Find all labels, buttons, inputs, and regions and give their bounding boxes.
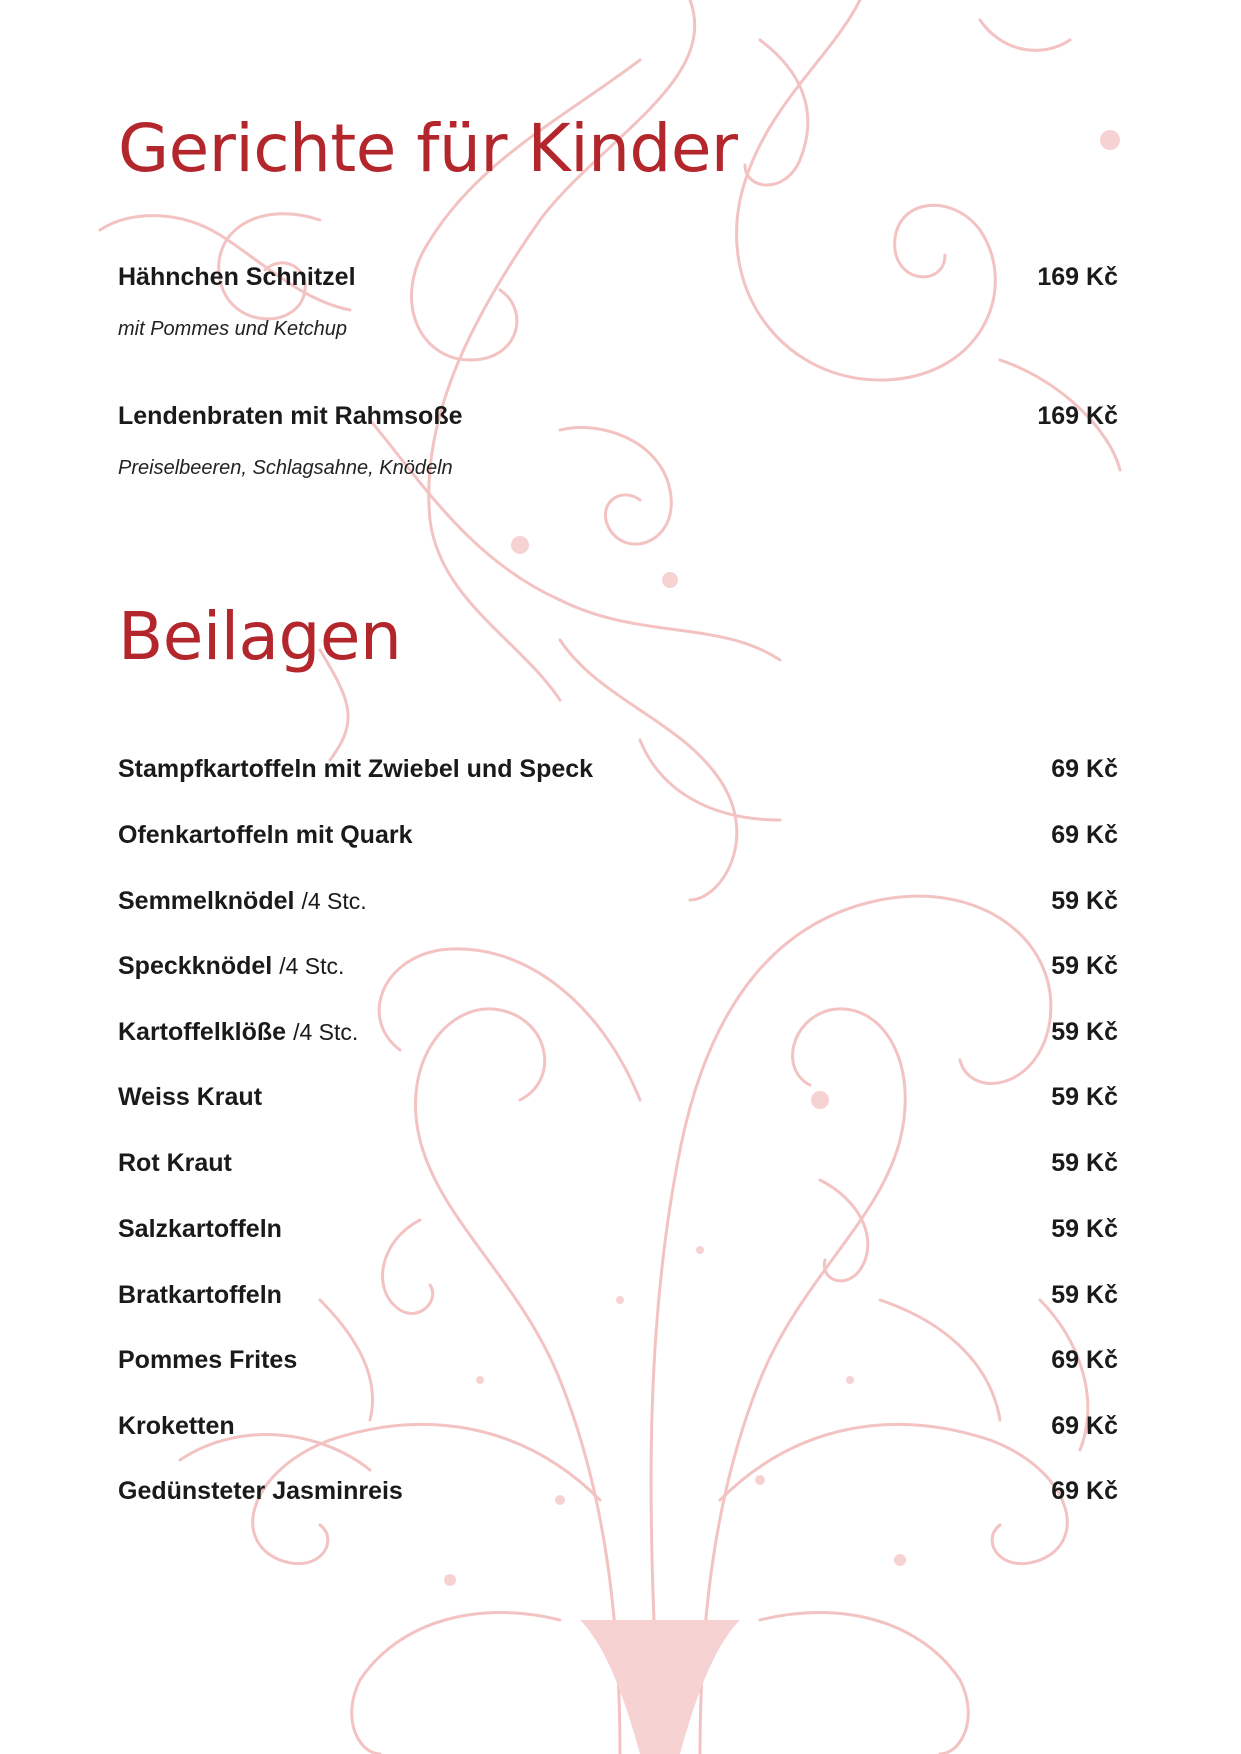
item-name: Weiss Kraut <box>118 1083 263 1111</box>
item-name: Bratkartoffeln <box>118 1281 282 1309</box>
item-price: 69 Kč <box>1051 1346 1118 1374</box>
item-price: 69 Kč <box>1051 755 1118 783</box>
item-quantity: /4 Stc. <box>279 953 345 979</box>
item-price: 59 Kč <box>1051 1215 1118 1243</box>
item-name: Semmelknödel <box>118 887 295 915</box>
item-name: Rot Kraut <box>118 1149 232 1177</box>
section-title-beilagen: Beilagen <box>118 598 402 675</box>
item-name: Pommes Frites <box>118 1346 298 1374</box>
item-name: Ofenkartoffeln mit Quark <box>118 821 413 849</box>
section-title-kinder: Gerichte für Kinder <box>118 110 738 187</box>
item-quantity: /4 Stc. <box>301 888 367 914</box>
item-price: 59 Kč <box>1051 1281 1118 1309</box>
item-description: Preiselbeeren, Schlagsahne, Knödeln <box>118 457 453 479</box>
item-price: 59 Kč <box>1051 1083 1118 1111</box>
item-name: Stampfkartoffeln mit Zwiebel und Speck <box>118 755 594 783</box>
item-price: 169 Kč <box>1037 263 1118 291</box>
item-price: 59 Kč <box>1051 952 1118 980</box>
item-name: Lendenbraten mit Rahmsoße <box>118 402 463 430</box>
item-price: 69 Kč <box>1051 821 1118 849</box>
item-price: 69 Kč <box>1051 1412 1118 1440</box>
item-price: 59 Kč <box>1051 1149 1118 1177</box>
item-price: 59 Kč <box>1051 887 1118 915</box>
item-name: Salzkartoffeln <box>118 1215 282 1243</box>
item-price: 69 Kč <box>1051 1477 1118 1505</box>
item-name: Speckknödel <box>118 952 273 980</box>
item-quantity: /4 Stc. <box>293 1019 359 1045</box>
item-name: Hähnchen Schnitzel <box>118 263 356 291</box>
item-name: Gedünsteter Jasminreis <box>118 1477 403 1505</box>
item-name: Kartoffelklöße <box>118 1018 287 1046</box>
item-description: mit Pommes und Ketchup <box>118 318 347 340</box>
item-price: 169 Kč <box>1037 402 1118 430</box>
item-name: Kroketten <box>118 1412 235 1440</box>
item-price: 59 Kč <box>1051 1018 1118 1046</box>
